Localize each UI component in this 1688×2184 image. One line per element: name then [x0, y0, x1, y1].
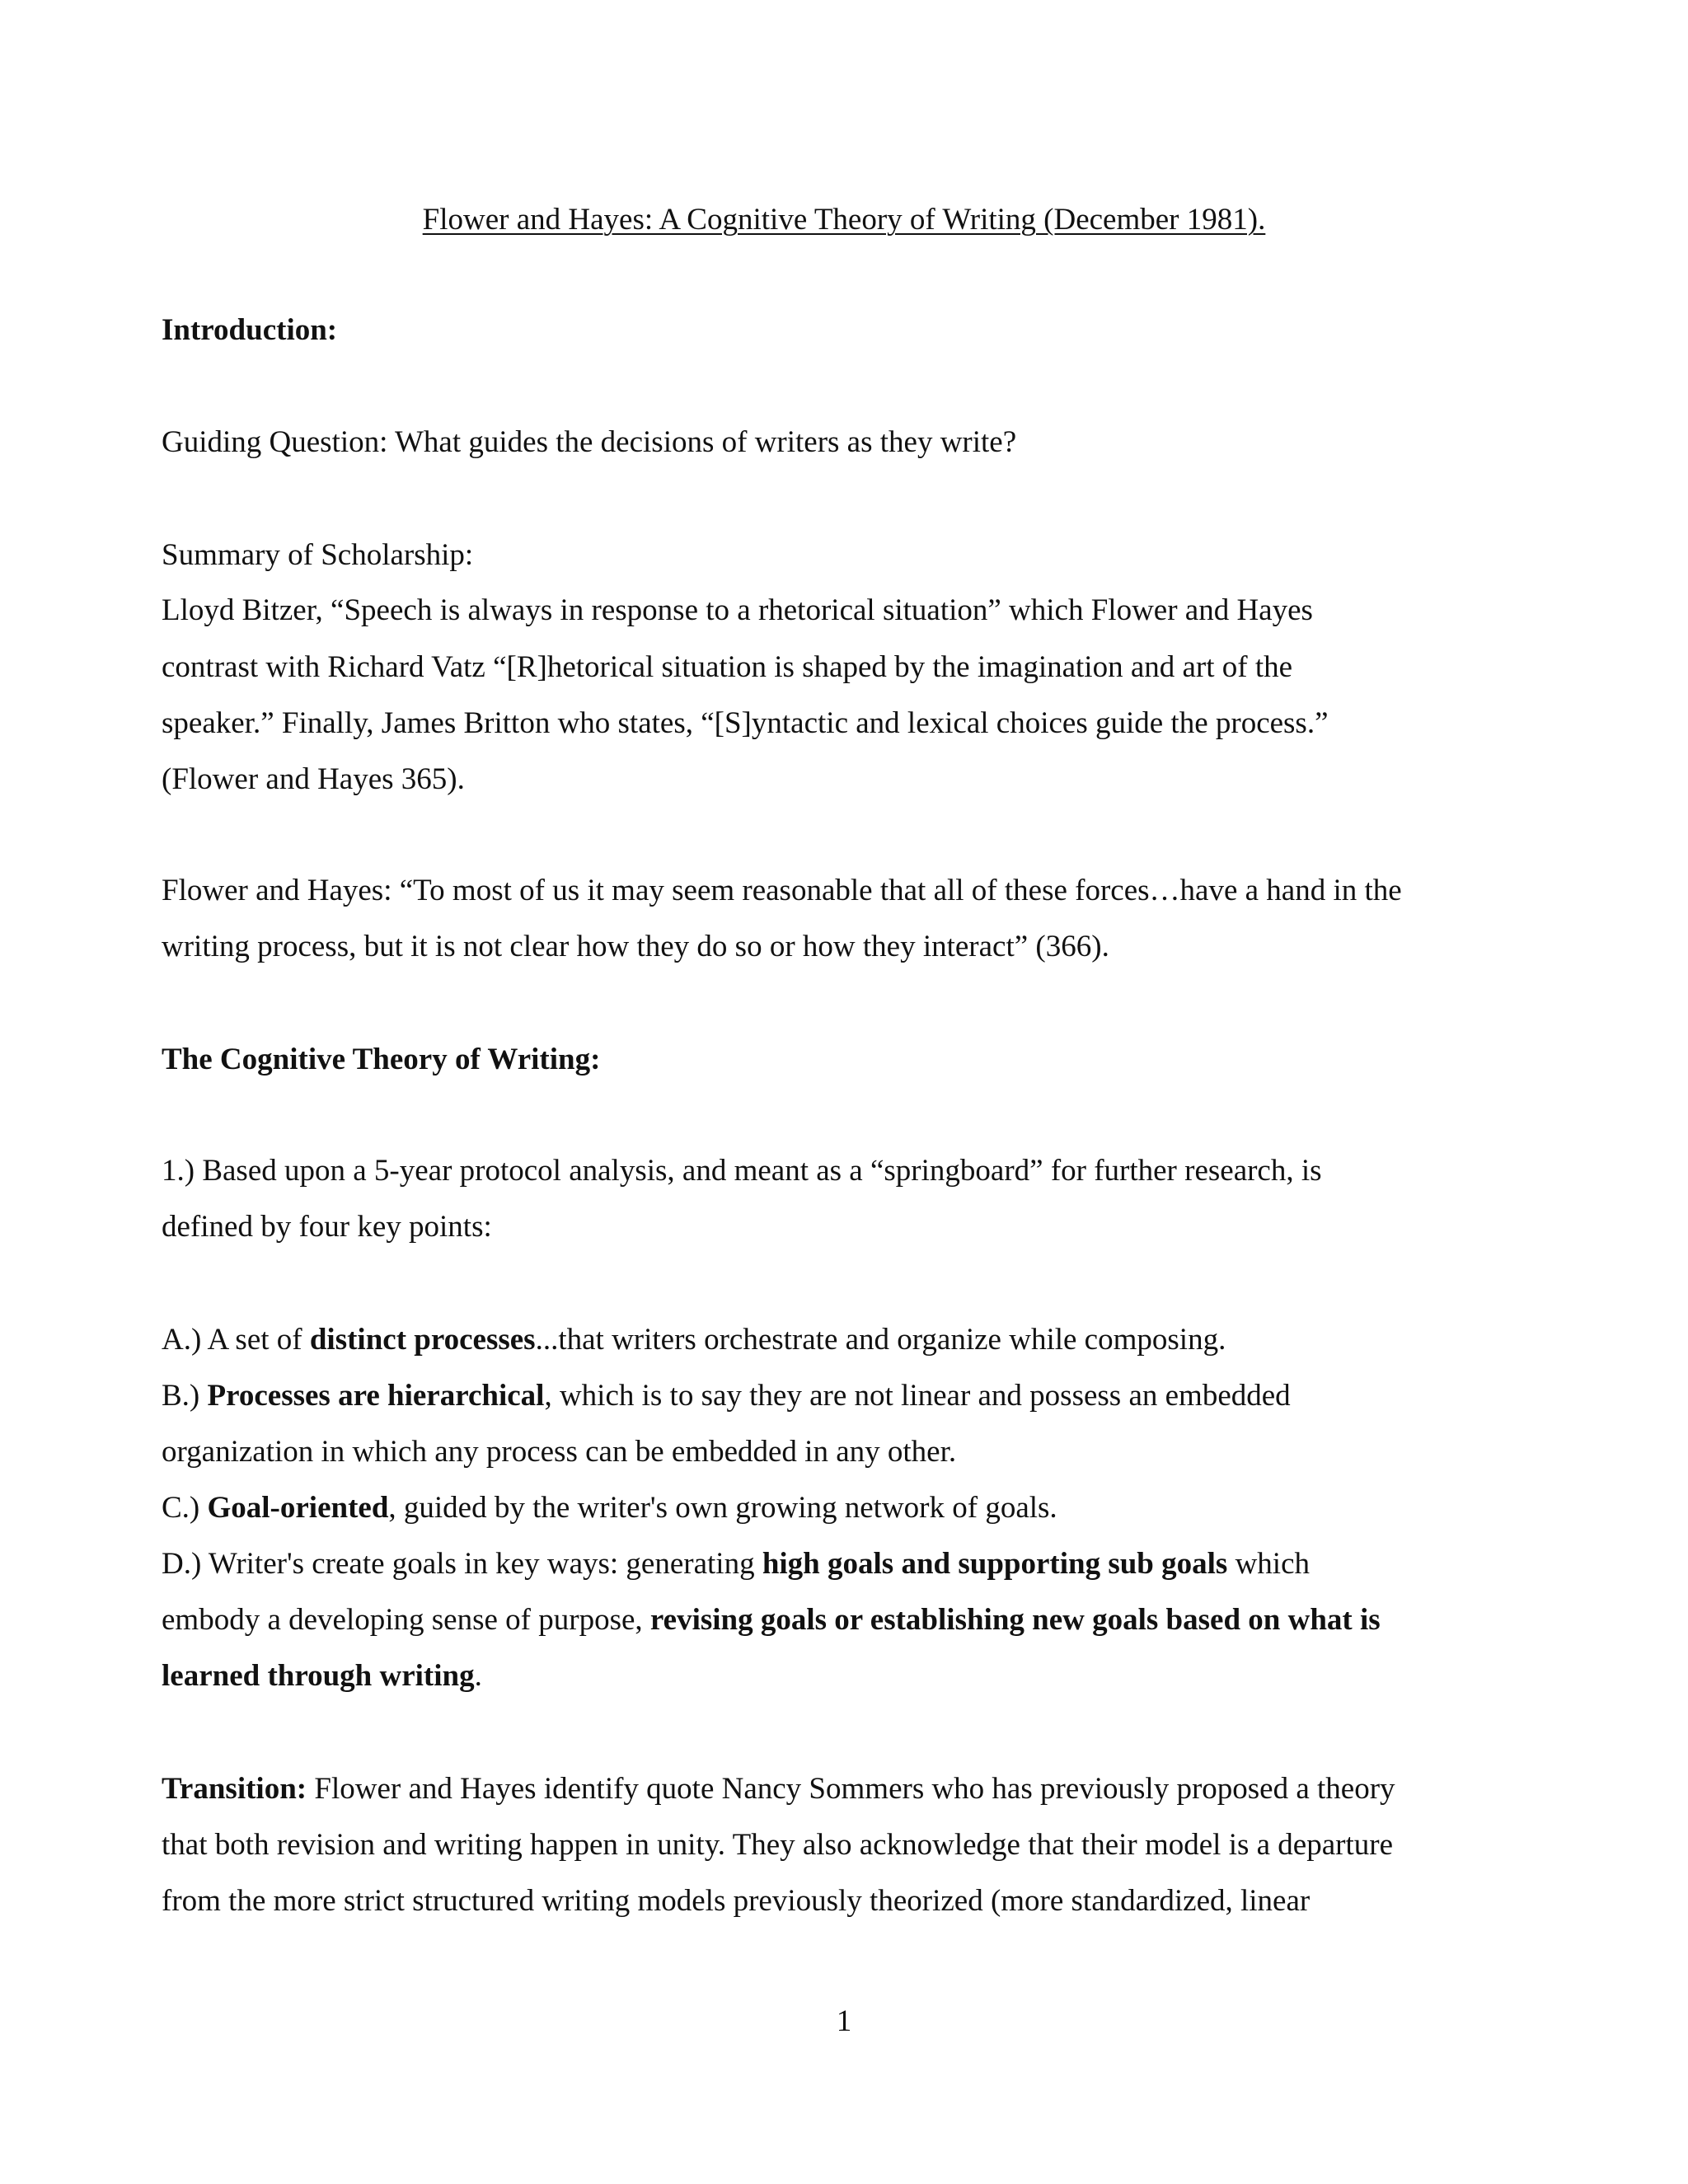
theory-heading: The Cognitive Theory of Writing: — [162, 1043, 601, 1076]
summary-line-3: speaker.” Finally, James Britton who states, “[S]yntactic and lexical choices guide the process.” — [162, 706, 1329, 740]
transition-line-3: from the more strict structured writing models previously theorized (more standardized, linear — [162, 1884, 1311, 1918]
item-d-line-2: embody a developing sense of purpose, revising goals or establishing new goals based on what is — [162, 1603, 1381, 1637]
quote-line-1: Flower and Hayes: “To most of us it may seem reasonable that all of these forces…have a hand in the — [162, 874, 1402, 907]
point-1-line-1: 1.) Based upon a 5-year protocol analysis, and meant as a “springboard” for further research, is — [162, 1154, 1322, 1188]
item-c: C.) Goal-oriented, guided by the writer's own growing network of goals. — [162, 1491, 1057, 1525]
page-number: 1 — [836, 2004, 852, 2038]
item-a: A.) A set of distinct processes...that writers orchestrate and organize while composing. — [162, 1323, 1226, 1357]
summary-line-1: Lloyd Bitzer, “Speech is always in response to a rhetorical situation” which Flower and Hayes — [162, 593, 1313, 627]
point-1-line-2: defined by four key points: — [162, 1210, 492, 1244]
quote-line-2: writing process, but it is not clear how they do so or how they interact” (366). — [162, 930, 1109, 963]
item-b-line-1: B.) Processes are hierarchical, which is to say they are not linear and possess an embedded — [162, 1379, 1291, 1413]
item-d-line-1: D.) Writer's create goals in key ways: generating high goals and supporting sub goals which — [162, 1547, 1311, 1581]
transition-line-1: Transition: Flower and Hayes identify quote Nancy Sommers who has previously proposed a theory — [162, 1772, 1395, 1806]
transition-line-2: that both revision and writing happen in unity. They also acknowledge that their model is a departure — [162, 1828, 1394, 1862]
guiding-question: Guiding Question: What guides the decisions of writers as they write? — [162, 425, 1017, 459]
document-title: Flower and Hayes: A Cognitive Theory of Writing (December 1981). — [422, 203, 1266, 237]
summary-line-4: (Flower and Hayes 365). — [162, 762, 465, 796]
item-b-line-2: organization in which any process can be embedded in any other. — [162, 1435, 957, 1469]
summary-line-2: contrast with Richard Vatz “[R]hetorical situation is shaped by the imagination and art of the — [162, 650, 1293, 684]
item-d-line-3: learned through writing. — [162, 1659, 482, 1693]
introduction-heading: Introduction: — [162, 313, 338, 347]
summary-label: Summary of Scholarship: — [162, 538, 474, 572]
